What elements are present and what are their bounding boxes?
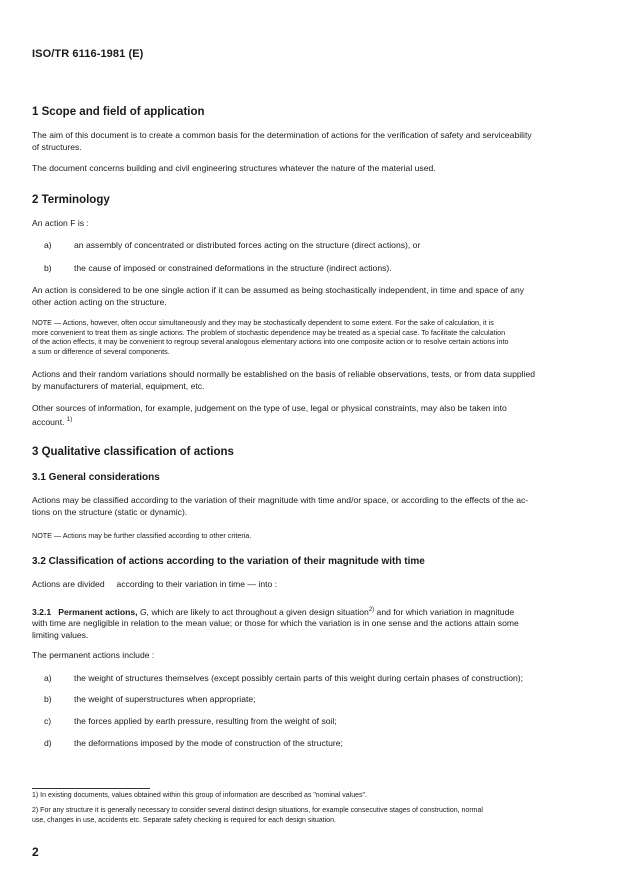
section-1-paragraph-1 <box>32 130 590 153</box>
list-label: b) <box>44 694 52 704</box>
list-item <box>44 673 523 685</box>
text-line <box>32 605 590 618</box>
list-text: the cause of imposed or constrained deformations in the structure (indirect actions). <box>74 263 392 273</box>
footnote-line: use, changes in use, accidents etc. Separate safety checking is required for each design situation. <box>32 816 336 824</box>
list-text: the forces applied by earth pressure, resulting from the weight of soil; <box>74 716 337 726</box>
text-line <box>32 415 590 428</box>
list-label: c) <box>44 716 52 726</box>
footnote-ref-2: 2) <box>368 607 375 613</box>
text-run: which are likely to act throughout a given design situation <box>151 606 369 617</box>
actions-variation-paragraph <box>32 369 590 392</box>
section-3-heading: 3 Qualitative classification of actions <box>32 446 234 458</box>
list-text: the weight of superstructures when appropriate; <box>74 694 256 704</box>
section-1-heading: 1 Scope and field of application <box>32 106 205 118</box>
section-2-heading: 2 Terminology <box>32 194 110 206</box>
text-line: with time are negligible in relation to the mean value; or those for which the variation is in one sense and the actions attain some <box>32 618 519 629</box>
list-text: the weight of structures themselves (except possibly certain parts of this weight during certain phases of construction); <box>74 673 524 683</box>
list-item <box>44 716 337 728</box>
text-line: limiting values. <box>32 629 89 640</box>
note-line: of the action effects, it may be convenient to regroup several analogous elementary actions into one composite action or to resolve certain actions into <box>32 337 509 347</box>
footnote-line: 2) For any structure it is generally necessary to consider several distinct design situations, for example consecutive stages of construction, normal <box>32 807 483 814</box>
note-line: more convenient to treat them as single actions. The problem of stochastic dependence may be treated as a special case. To facilitate the calculation <box>32 327 506 337</box>
page-number: 2 <box>32 845 39 859</box>
subsection-3-1-heading: 3.1 General considerations <box>32 472 160 483</box>
footnote-1: 1) In existing documents, values obtained within this group of information are described as "nominal values". <box>32 792 367 799</box>
subsection-3-2-heading: 3.2 Classification of actions according to the variation of their magnitude with time <box>32 556 425 567</box>
footnote-2 <box>32 806 590 825</box>
text-line: of structures. <box>32 141 82 152</box>
note-line: NOTE — Actions, however, often occur simultaneously and they may be stochastically dependent to some extent. For the sake of calculation, it is <box>32 318 494 327</box>
text-line: The aim of this document is to create a common basis for the determination of actions for the verification of safety and serviceability <box>32 130 532 140</box>
action-definition-intro: An action F is : <box>32 218 89 228</box>
list-item <box>44 738 343 750</box>
list-label: a) <box>44 673 52 683</box>
list-item <box>44 694 256 706</box>
clause-number: 3.2.1 <box>32 606 52 617</box>
text-run: account. <box>32 416 65 427</box>
permanent-actions-include: The permanent actions include : <box>32 650 155 660</box>
terminology-note <box>32 318 590 356</box>
text-line: An action is considered to be one single action if it can be assumed as being stochastically independent, in time and space of any <box>32 285 525 295</box>
list-item <box>44 263 392 275</box>
note-line: a sum or difference of several components. <box>32 346 170 356</box>
list-label: d) <box>44 738 52 748</box>
actions-divided-intro: Actions are divided according to their variation in time — into : <box>32 579 278 589</box>
footnote-ref-1: 1) <box>66 416 73 423</box>
list-label: a) <box>44 240 52 250</box>
text-line: other action acting on the structure. <box>32 296 167 307</box>
permanent-actions-paragraph <box>32 605 590 641</box>
text-line: Other sources of information, for example, judgement on the type of use, legal or physical constraints, may also be taken into <box>32 403 507 413</box>
text-line: by manufacturers of material, equipment, etc. <box>32 380 205 391</box>
list-text: the deformations imposed by the mode of construction of the structure; <box>74 738 343 748</box>
document-id-header: ISO/TR 6116-1981 (E) <box>32 48 144 60</box>
other-sources-paragraph <box>32 403 590 428</box>
general-considerations-paragraph <box>32 495 590 518</box>
text-line: tions on the structure (static or dynamic). <box>32 506 188 517</box>
section-1-paragraph-2: The document concerns building and civil engineering structures whatever the nature of the material used. <box>32 163 436 173</box>
clause-title: Permanent actions, <box>58 606 138 617</box>
list-item <box>44 240 420 252</box>
text-line: Actions and their random variations should normally be established on the basis of reliable observations, tests, or from data supplied <box>32 369 536 379</box>
classification-note: NOTE — Actions may be further classified according to other criteria. <box>32 531 252 540</box>
list-label: b) <box>44 263 52 273</box>
permanent-action-symbol: G, <box>139 606 150 617</box>
single-action-paragraph <box>32 285 590 308</box>
footnote-separator <box>32 788 150 789</box>
text-run: and for which variation in magnitude <box>376 606 515 617</box>
list-text: an assembly of concentrated or distributed forces acting on the structure (direct actions), or <box>74 240 421 250</box>
text-line: Actions may be classified according to the variation of their magnitude with time and/or space, or according to the effects of the ac- <box>32 495 529 505</box>
